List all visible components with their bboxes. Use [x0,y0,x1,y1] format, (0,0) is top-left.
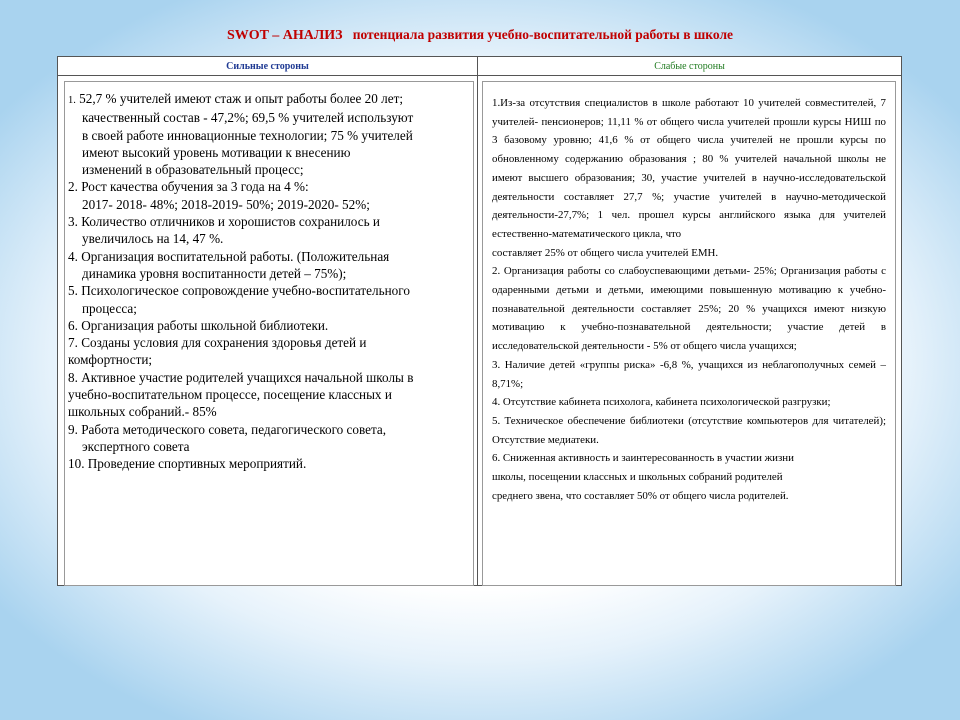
strength-item-5: 5. Психологическое сопровождение учебно-воспитательного [68,283,410,299]
strength-line: комфортности; [68,352,153,368]
weaknesses-list [482,81,896,586]
strength-line: динамика уровня воспитанности детей – 75%); [82,265,347,281]
strength-item-9: 9. Работа методического совета, педагогического совета, [68,421,387,437]
weakness-item-2: 2. Организация работы со слабоуспевающими детьми- 25%; Организация работы с одаренными детьми и детьми, имеющими повышенную мотивацию к учебно-познавательной деятельности составляет 25%; 20 % учащихся имеют низкую мотивацию к учебно-познавательной деятельности; участие детей в исследовательской деятельности - 5% от общего числа учащихся; [492,265,886,353]
strength-line: качественный состав - 47,2%; 69,5 % учителей используют [82,110,414,126]
title-subject: потенциала развития учебно-воспитательной работы в школе [352,27,734,42]
page-title [0,27,960,44]
strength-item-4: 4. Организация воспитательной работы. (Положительная [68,248,390,264]
weakness-item-1-cont: составляет 25% от общего числа учителей ЕМН. [492,246,719,259]
strengths-list [64,81,474,586]
header-weaknesses: Слабые стороны [478,57,901,76]
strength-item-10: 10. Проведение спортивных мероприятий. [68,456,307,472]
strength-line: 2017- 2018- 48%; 2018-2019- 50%; 2019-2020- 52%; [82,196,370,212]
strength-line: в своей работе инновационные технологии; 75 % учителей [82,127,413,143]
strength-line: имеют высокий уровень мотивации к внесению [82,144,351,160]
weakness-item-3: 3. Наличие детей «группы риска» -6,8 %, учащихся из неблагополучных семей – 8,71%; [492,358,886,390]
strength-item-1: 1. 52,7 % учителей имеют стаж и опыт работы более 20 лет; [68,91,404,106]
strength-line: учебно-воспитательном процессе, посещение классных и [68,387,392,403]
strength-item-7: 7. Созданы условия для сохранения здоровья детей и [68,335,367,351]
strength-item-2: 2. Рост качества обучения за 3 года на 4 %: [68,179,309,195]
strengths-column [58,76,478,585]
strength-item-8: 8. Активное участие родителей учащихся начальной школы в [68,369,414,385]
strength-item-3: 3. Количество отличников и хорошистов сохранилось и [68,214,380,230]
strength-line: изменений в образовательный процесс; [82,162,304,178]
strength-line: школьных собраний.- 85% [68,404,217,420]
weakness-item-4: 4. Отсутствие кабинета психолога, кабинета психологической разгрузки; [492,396,831,409]
strength-item-6: 6. Организация работы школьной библиотеки. [68,317,329,333]
strength-line: процесса; [82,300,137,316]
weakness-item-6-line: среднего звена, что составляет 50% от общего числа родителей. [492,489,789,502]
title-swot: SWOT – АНАЛИЗ [226,28,343,43]
weakness-item-5: 5. Техническое обеспечение библиотеки (отсутствие компьютеров для читателей); Отсутствие медиатеки. [492,414,886,446]
weakness-item-6: 6. Сниженная активность и заинтересованность в участии жизни [492,452,794,465]
swot-table [57,56,902,586]
strength-line: экспертного совета [82,438,190,454]
strength-line: увеличилось на 14, 47 %. [82,231,224,247]
weakness-item-1: 1.Из-за отсутствия специалистов в школе работают 10 учителей совместителей, 7 учителей- пенсионеров; 11,11 % от общего числа учителей прошли курсы НИШ по 3 базовому уровню; 41,6 % от общего числа учителей не прошли курсы по обновленному содержанию образования ; 80 % учителей начальной школы не имеют высшего образования; 30, участие учителей в научно-исследовательской деятельности составляет 27,7 %; участие учителей в научно-методической деятельности-27,7%; 1 чел. прошел курсы английского языка для учителей естественно-математического цикла, что [492,97,886,240]
weaknesses-column [478,76,901,585]
weakness-item-6-line: школы, посещении классных и школьных собраний родителей [492,471,783,484]
header-strengths: Сильные стороны [58,57,478,76]
